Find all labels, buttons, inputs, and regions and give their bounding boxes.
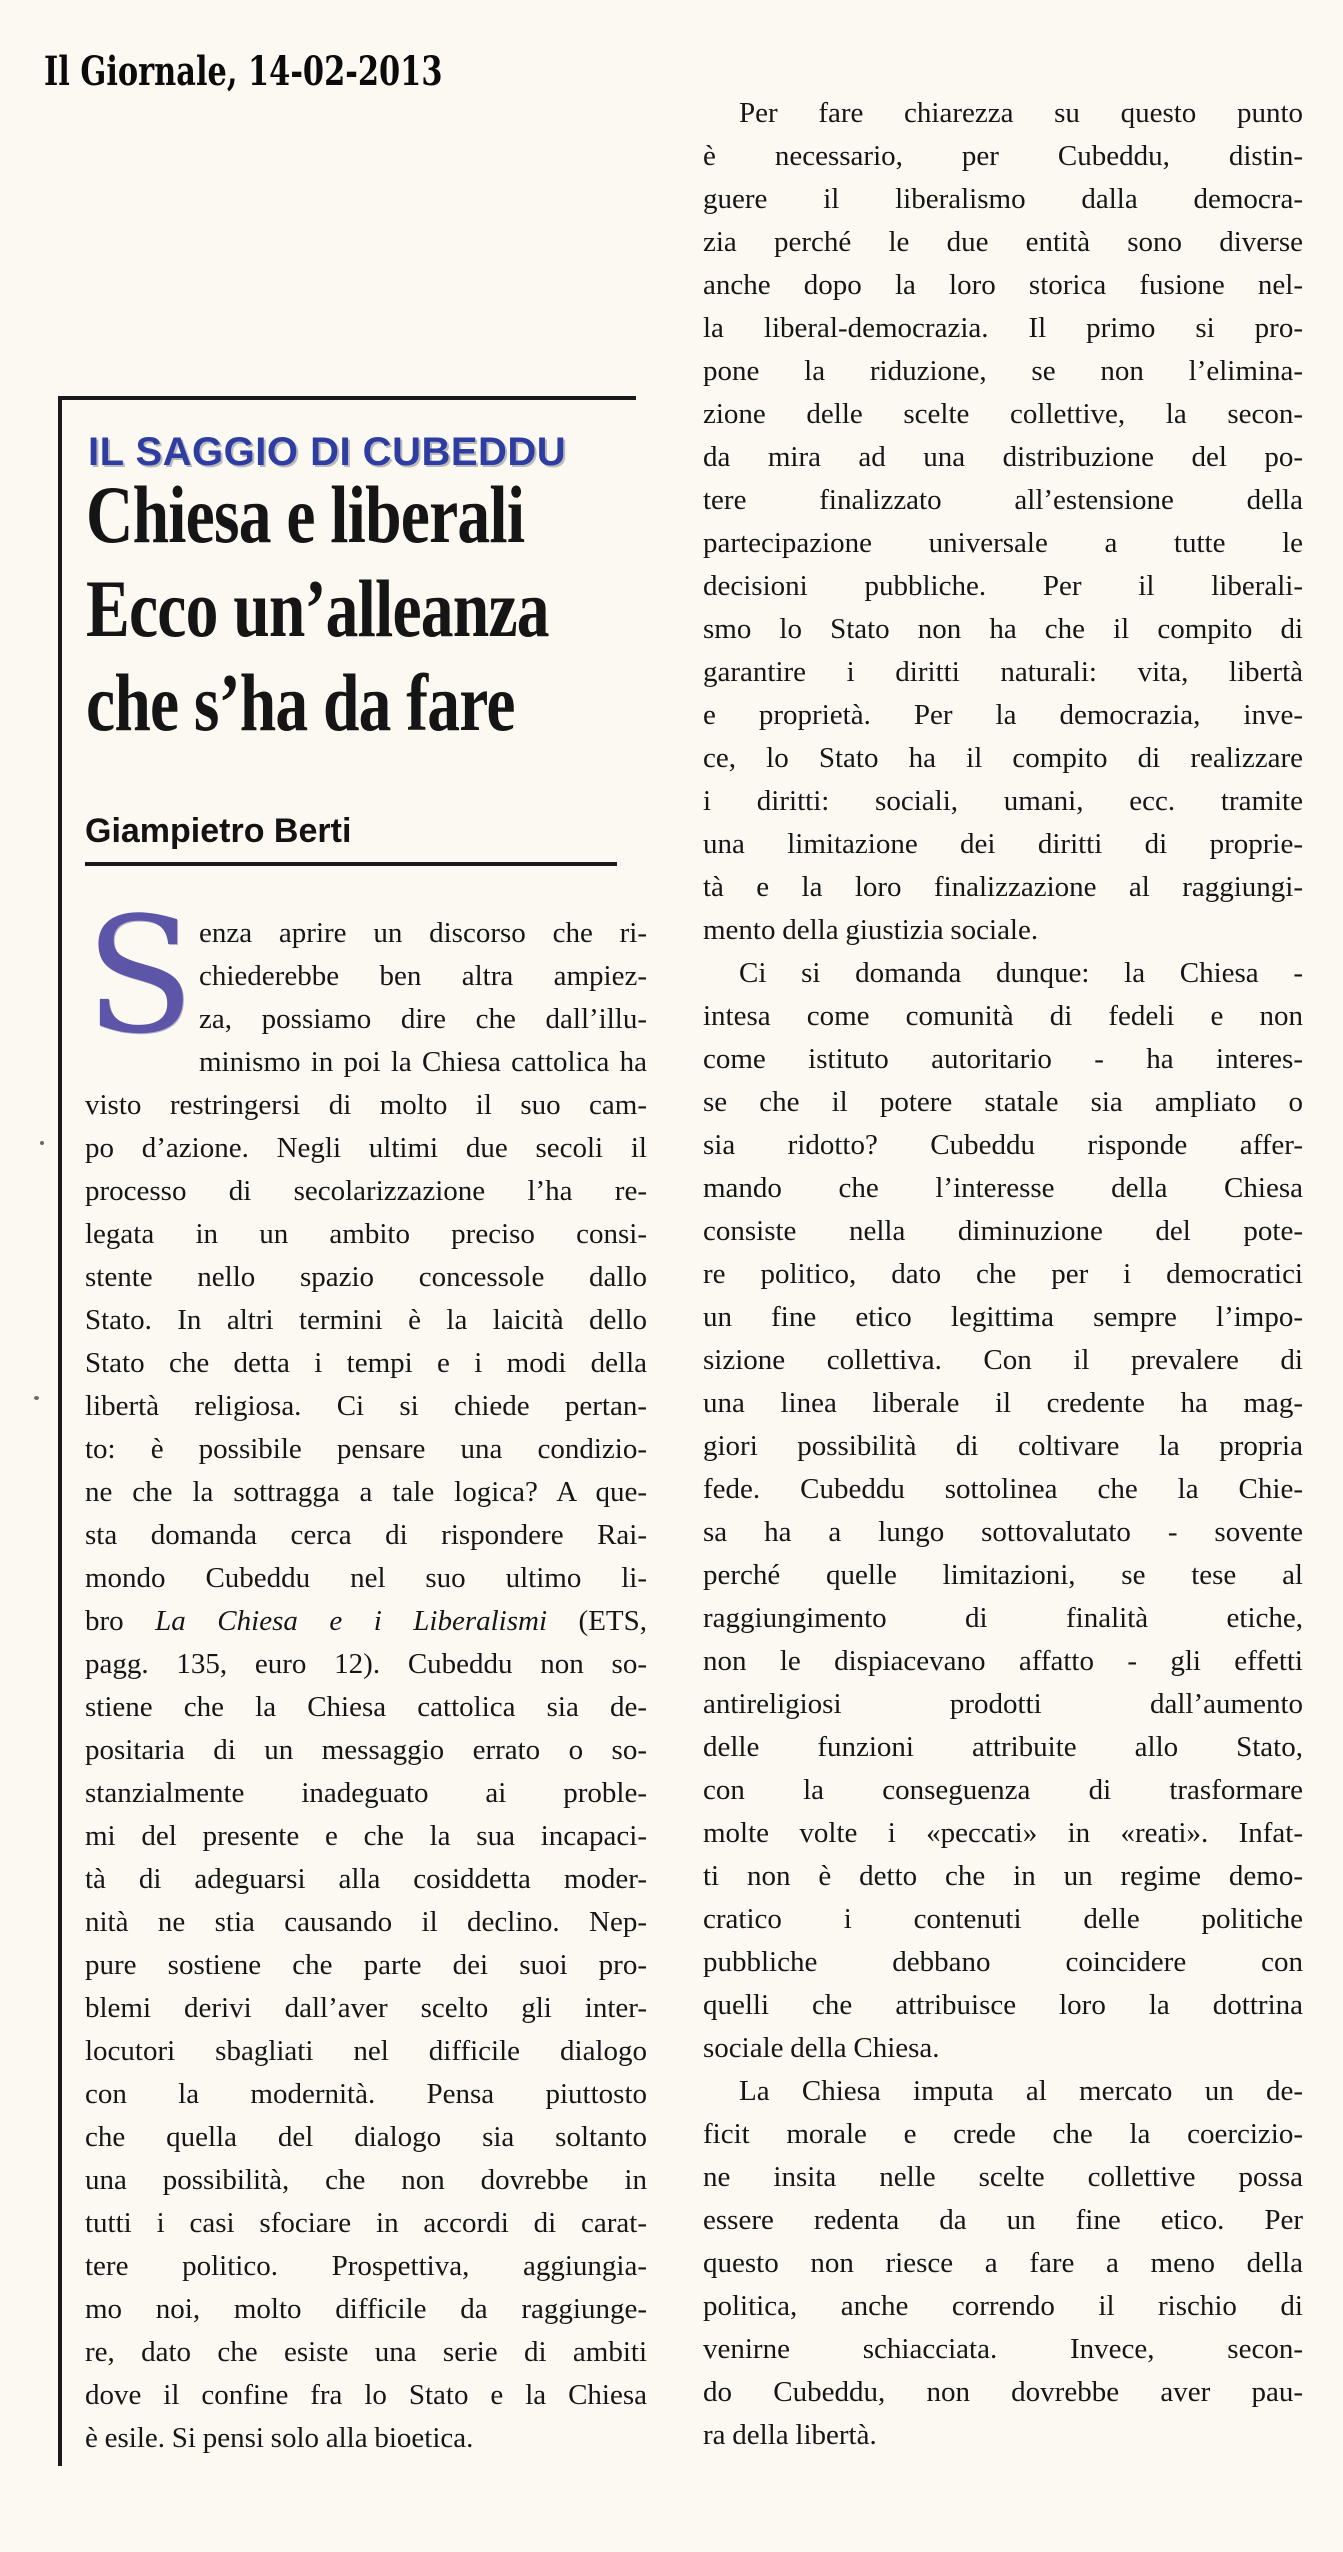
body-line: sa ha a lungo sottovalutato - sovente <box>703 1516 1303 1548</box>
paragraph <box>703 2070 1303 2457</box>
body-line: blemi derivi dall’aver scelto gli inter- <box>85 1992 647 2024</box>
body-line: da mira ad una distribuzione del po- <box>703 441 1303 473</box>
body-line: Stato che detta i tempi e i modi della <box>85 1347 647 1379</box>
paragraph <box>85 882 647 2460</box>
body-line: tere politico. Prospettiva, aggiungia- <box>85 2250 647 2282</box>
article-column-left <box>85 882 647 2460</box>
body-line: stanzialmente inadeguato ai proble- <box>85 1777 647 1809</box>
body-line: to: è possibile pensare una condizio- <box>85 1433 647 1465</box>
body-line: tere finalizzato all’estensione della <box>703 484 1303 516</box>
body-line: non le dispiacevano affatto - gli effetti <box>703 1645 1303 1677</box>
body-line: ne insita nelle scelte collettive possa <box>703 2161 1303 2193</box>
body-line: positaria di un messaggio errato o so- <box>85 1734 647 1766</box>
body-line: processo di secolarizzazione l’ha re- <box>85 1175 647 1207</box>
body-line: zione delle scelte collettive, la secon- <box>703 398 1303 430</box>
body-line: ce, lo Stato ha il compito di realizzare <box>703 742 1303 774</box>
body-line: re politico, dato che per i democratici <box>703 1258 1303 1290</box>
body-line: po d’azione. Negli ultimi due secoli il <box>85 1132 647 1164</box>
body-line: tutti i casi sfociare in accordi di carat- <box>85 2207 647 2239</box>
body-line: consiste nella diminuzione del pote- <box>703 1215 1303 1247</box>
body-line: mondo Cubeddu nel suo ultimo li- <box>85 1562 647 1594</box>
body-line: e proprietà. Per la democrazia, inve- <box>703 699 1303 731</box>
body-line: za, possiamo dire che dall’illu- <box>199 1003 647 1035</box>
body-line: garantire i diritti naturali: vita, libertà <box>703 656 1303 688</box>
body-line: raggiungimento di finalità etiche, <box>703 1602 1303 1634</box>
article-headline <box>86 468 549 750</box>
body-line: pone la riduzione, se non l’elimina- <box>703 355 1303 387</box>
body-line: bro La Chiesa e i Liberalismi (ETS, <box>85 1605 647 1637</box>
article-kicker: IL SAGGIO DI CUBEDDU <box>88 430 567 474</box>
paragraph <box>703 952 1303 2070</box>
body-line: con la conseguenza di trasformare <box>703 1774 1303 1806</box>
body-line: re, dato che esiste una serie di ambiti <box>85 2336 647 2368</box>
body-line: decisioni pubbliche. Per il liberali- <box>703 570 1303 602</box>
body-line: libertà religiosa. Ci si chiede pertan- <box>85 1390 647 1422</box>
body-line: una possibilità, che non dovrebbe in <box>85 2164 647 2196</box>
body-line: fede. Cubeddu sottolinea che la Chie- <box>703 1473 1303 1505</box>
body-line: guere il liberalismo dalla democra- <box>703 183 1303 215</box>
body-line: sia ridotto? Cubeddu risponde affer- <box>703 1129 1303 1161</box>
body-line: quelli che attribuisce loro la dottrina <box>703 1989 1303 2021</box>
body-line: dove il confine fra lo Stato e la Chiesa <box>85 2379 647 2411</box>
byline-rule <box>85 862 617 866</box>
body-line: antireligiosi prodotti dall’aumento <box>703 1688 1303 1720</box>
body-line: i diritti: sociali, umani, ecc. tramite <box>703 785 1303 817</box>
body-line: stente nello spazio concessole dallo <box>85 1261 647 1293</box>
body-line: zia perché le due entità sono diverse <box>703 226 1303 258</box>
body-line: smo lo Stato non ha che il compito di <box>703 613 1303 645</box>
body-line: do Cubeddu, non dovrebbe aver pau- <box>703 2376 1303 2408</box>
body-line: ne che la sottragga a tale logica? A que- <box>85 1476 647 1508</box>
body-line: è necessario, per Cubeddu, distin- <box>703 140 1303 172</box>
body-line: mando che l’interesse della Chiesa <box>703 1172 1303 1204</box>
body-line: perché quelle limitazioni, se tese al <box>703 1559 1303 1591</box>
body-line: anche dopo la loro storica fusione nel- <box>703 269 1303 301</box>
body-line: mento della giustizia sociale. <box>703 914 1039 946</box>
body-line: La Chiesa imputa al mercato un de- <box>739 2075 1303 2107</box>
body-line: legata in un ambito preciso consi- <box>85 1218 647 1250</box>
headline-line-3: che s’ha da fare <box>86 657 515 748</box>
body-line: intesa come comunità di fedeli e non <box>703 1000 1303 1032</box>
article-column-right <box>703 92 1303 2457</box>
body-line: tà e la loro finalizzazione al raggiungi- <box>703 871 1303 903</box>
body-line: ra della libertà. <box>703 2419 877 2451</box>
body-line: tà di adeguarsi alla cosiddetta moder- <box>85 1863 647 1895</box>
body-line: che quella del dialogo sia soltanto <box>85 2121 647 2153</box>
body-line: enza aprire un discorso che ri- <box>199 917 647 949</box>
body-line: questo non riesce a fare a meno della <box>703 2247 1303 2279</box>
body-line: è esile. Si pensi solo alla bioetica. <box>85 2422 474 2454</box>
body-line: mi del presente e che la sua incapaci- <box>85 1820 647 1852</box>
body-line: Ci si domanda dunque: la Chiesa - <box>739 957 1303 989</box>
body-line: la liberal-democrazia. Il primo si pro- <box>703 312 1303 344</box>
body-line: ficit morale e crede che la coercizio- <box>703 2118 1303 2150</box>
body-line: stiene che la Chiesa cattolica sia de- <box>85 1691 647 1723</box>
body-line: delle funzioni attribuite allo Stato, <box>703 1731 1303 1763</box>
body-line: se che il potere statale sia ampliato o <box>703 1086 1303 1118</box>
body-line: venirne schiacciata. Invece, secon- <box>703 2333 1303 2365</box>
scan-speck <box>34 1396 39 1400</box>
body-line: mo noi, molto difficile da raggiunge- <box>85 2293 647 2325</box>
body-line: partecipazione universale a tutte le <box>703 527 1303 559</box>
headline-line-2: Ecco un’alleanza <box>86 563 549 654</box>
body-line: essere redenta da un fine etico. Per <box>703 2204 1303 2236</box>
body-line: un fine etico legittima sempre l’impo- <box>703 1301 1303 1333</box>
body-line: sizione collettiva. Con il prevalere di <box>703 1344 1303 1376</box>
body-line: politica, anche correndo il rischio di <box>703 2290 1303 2322</box>
body-line: Per fare chiarezza su questo punto <box>739 97 1303 129</box>
article-byline: Giampietro Berti <box>85 812 352 850</box>
body-line: pure sostiene che parte dei suoi pro- <box>85 1949 647 1981</box>
source-caption: Il Giornale, 14-02-2013 <box>44 48 443 95</box>
scan-speck <box>40 1141 44 1145</box>
body-line: ti non è detto che in un regime demo- <box>703 1860 1303 1892</box>
body-line: nità ne stia causando il declino. Nep- <box>85 1906 647 1938</box>
body-line: visto restringersi di molto il suo cam- <box>85 1089 647 1121</box>
headline-line-1: Chiesa e liberali <box>86 469 525 560</box>
body-line: pagg. 135, euro 12). Cubeddu non so- <box>85 1648 647 1680</box>
body-line: sociale della Chiesa. <box>703 2032 940 2064</box>
body-line: sta domanda cerca di rispondere Rai- <box>85 1519 647 1551</box>
body-line: minismo in poi la Chiesa cattolica ha <box>199 1046 647 1078</box>
body-line: con la modernità. Pensa piuttosto <box>85 2078 647 2110</box>
body-line: chiederebbe ben altra ampiez- <box>199 960 647 992</box>
body-line: cratico i contenuti delle politiche <box>703 1903 1303 1935</box>
body-line: pubbliche debbano coincidere con <box>703 1946 1303 1978</box>
body-line: una limitazione dei diritti di proprie- <box>703 828 1303 860</box>
body-line: come istituto autoritario - ha interes- <box>703 1043 1303 1075</box>
body-line: giori possibilità di coltivare la propria <box>703 1430 1303 1462</box>
body-line: una linea liberale il credente ha mag- <box>703 1387 1303 1419</box>
body-line: molte volte i «peccati» in «reati». Infat- <box>703 1817 1303 1849</box>
body-line: Stato. In altri termini è la laicità dello <box>85 1304 647 1336</box>
drop-cap: S <box>85 882 195 1069</box>
paragraph <box>703 92 1303 952</box>
body-line: locutori sbagliati nel difficile dialogo <box>85 2035 647 2067</box>
